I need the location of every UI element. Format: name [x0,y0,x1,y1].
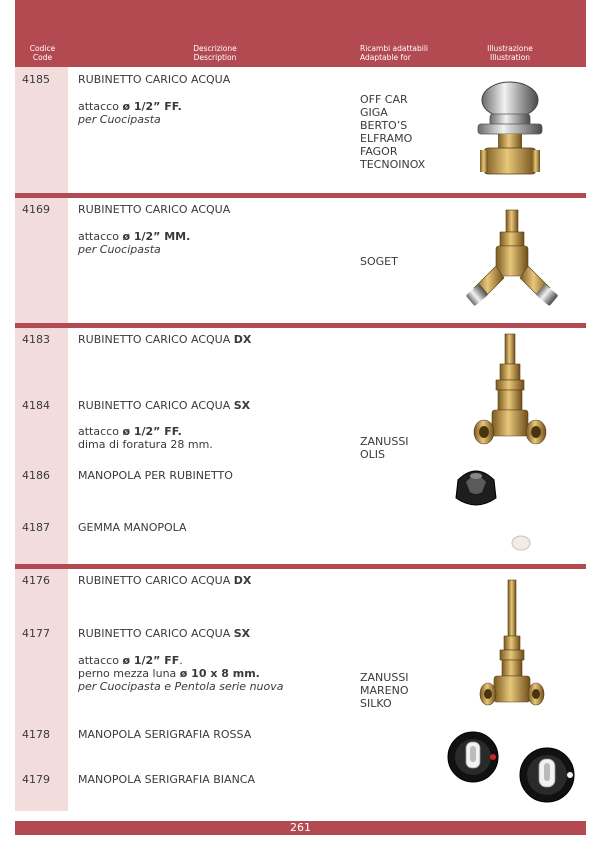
adaptable-brand: BERTO’S [360,119,408,132]
product-title [78,399,250,412]
connection-spec [78,230,190,243]
header-code [25,44,60,62]
title-text: RUBINETTO CARICO ACQUA [78,574,234,587]
product-title: RUBINETTO CARICO ACQUA [78,73,231,86]
adaptable-brand: ELFRAMO [360,132,413,145]
drilling-template: dima di foratura 28 mm. [78,438,213,451]
adaptable-brand: FAGOR [360,145,398,158]
page-footer [15,821,586,835]
usage-note: per Cuocipasta e Pentola serie nuova [78,680,284,693]
spec-value: ø 1/2” FF [122,654,180,667]
pin-prefix: perno mezza luna [78,667,180,680]
adaptable-brand: ZANUSSI [360,435,409,448]
water-tap-dx-sx-illustration [470,332,550,456]
water-tap-body-mm-illustration [462,208,562,314]
section-divider [15,323,586,328]
header-ill-en: Illustration [489,53,531,62]
product-title [78,574,251,587]
spec-prefix: attacco [78,654,123,667]
knob-white-print-illustration [518,746,576,804]
adaptable-brand: SOGET [360,255,398,268]
title-side: DX [233,333,252,346]
product-title [78,333,251,346]
product-code: 4178 [22,728,50,741]
spec-value: ø 1/2” FF. [122,100,182,113]
pin-spec [78,667,260,680]
adaptable-brand: ZANUSSI [360,671,409,684]
product-code: 4186 [22,469,50,482]
product-title: MANOPOLA PER RUBINETTO [78,469,233,482]
product-code: 4184 [22,399,50,412]
code-column-bg [15,198,68,323]
spec-value: ø 1/2” MM. [122,230,191,243]
knob-gem-illustration [510,534,532,552]
header-illustration [475,44,545,62]
product-title: MANOPOLA SERIGRAFIA BIANCA [78,773,256,786]
product-title: GEMMA MANOPOLA [78,521,187,534]
spec-prefix: attacco [78,100,123,113]
product-code: 4185 [22,73,50,86]
water-tap-knob-illustration [470,78,550,188]
adaptable-brand: MARENO [360,684,409,697]
spec-value: ø 1/2” FF. [122,425,182,438]
usage-note: per Cuocipasta [78,113,161,126]
title-side: SX [233,399,251,412]
product-code: 4187 [22,521,50,534]
spec-prefix: attacco [78,230,123,243]
header-description [185,44,245,62]
product-code: 4169 [22,203,50,216]
product-code: 4183 [22,333,50,346]
spec-suffix: . [179,654,183,667]
usage-note: per Cuocipasta [78,243,161,256]
product-title [78,627,250,640]
connection-spec [78,425,182,438]
adaptable-brand: OLIS [360,448,386,461]
title-text: RUBINETTO CARICO ACQUA [78,333,234,346]
pin-value: ø 10 x 8 mm. [179,667,260,680]
product-code: 4176 [22,574,50,587]
header-desc-en: Description [193,53,237,62]
product-code: 4179 [22,773,50,786]
header-adapt-en: Adaptable for [360,53,411,62]
header-ill-it: Illustrazione [487,44,533,53]
title-text: RUBINETTO CARICO ACQUA [78,399,234,412]
knob-red-print-illustration [446,730,500,784]
title-text: RUBINETTO CARICO ACQUA [78,627,234,640]
title-side: DX [233,574,252,587]
header-desc-it: Descrizione [193,44,237,53]
page-number: 261 [290,821,311,834]
adaptable-brand: TECNOINOX [360,158,426,171]
product-title: MANOPOLA SERIGRAFIA ROSSA [78,728,252,741]
connection-spec [78,654,183,667]
title-side: SX [233,627,251,640]
water-tap-long-stem-illustration [478,578,548,714]
section-divider [15,564,586,569]
spec-prefix: attacco [78,425,123,438]
header-code-en: Code [32,53,53,62]
adaptable-brand: OFF CAR [360,93,408,106]
header-code-it: Codice [29,44,56,53]
connection-spec [78,100,182,113]
adaptable-brand: GIGA [360,106,388,119]
product-title: RUBINETTO CARICO ACQUA [78,203,231,216]
section-divider [15,193,586,198]
adaptable-brand: SILKO [360,697,392,710]
header-adapt-it: Ricambi adattabili [360,44,428,53]
header-adaptable [360,44,440,62]
tap-knob-illustration [452,462,500,512]
table-header [15,0,586,67]
product-code: 4177 [22,627,50,640]
